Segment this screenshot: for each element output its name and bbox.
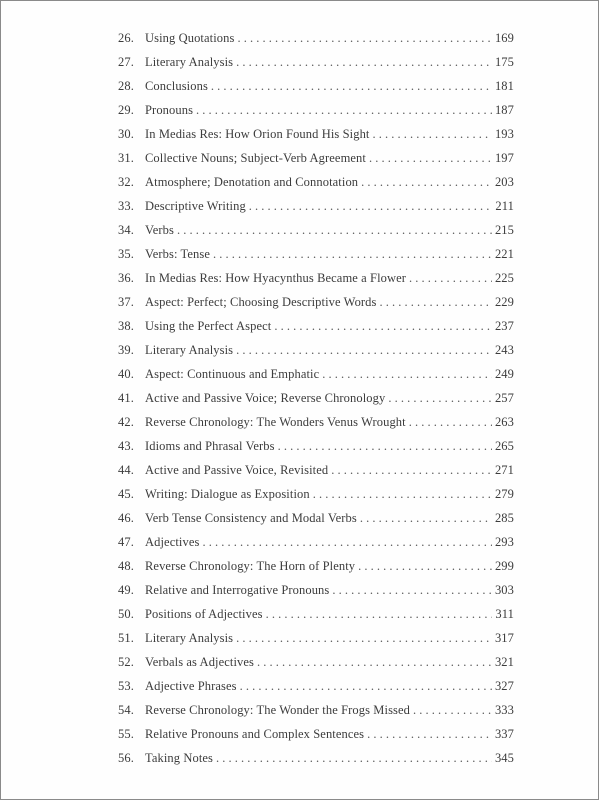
toc-entry-number: 26. (118, 30, 134, 45)
toc-entry-body (145, 55, 514, 70)
toc-entry-title: Relative and Interrogative Pronouns (145, 582, 330, 597)
toc-entry-number: 33. (118, 198, 134, 213)
toc-entry-number: 53. (118, 678, 134, 693)
toc-entry (1, 122, 598, 146)
toc-entry-number: 48. (118, 558, 134, 573)
toc-entry-page-number: 221 (494, 246, 514, 261)
toc-entry-number: 37. (118, 294, 134, 309)
toc-entry-body (145, 367, 514, 382)
dot-leader (257, 655, 492, 670)
dot-leader (196, 103, 492, 118)
toc-entry-number: 42. (118, 414, 134, 429)
toc-entry-number: 35. (118, 246, 134, 261)
toc-entry-title: Positions of Adjectives (145, 606, 263, 621)
toc-entry-page-number: 243 (494, 342, 514, 357)
toc-entry-body (145, 487, 514, 502)
toc-entry-number: 44. (118, 462, 134, 477)
toc-entry-body (145, 127, 514, 142)
toc-entry-title: Reverse Chronology: The Wonder the Frogs Missed (145, 702, 411, 717)
toc-entry-title: Adjective Phrases (145, 678, 237, 693)
dot-leader (274, 319, 492, 334)
toc-entry-title: Pronouns (145, 102, 194, 117)
toc-entry-title: Verb Tense Consistency and Modal Verbs (145, 510, 357, 525)
toc-entry (1, 266, 598, 290)
toc-entry-page-number: 237 (494, 318, 514, 333)
toc-entry-body (145, 415, 514, 430)
toc-entry-page-number: 175 (494, 54, 514, 69)
table-of-contents (1, 26, 598, 770)
toc-entry-number: 41. (118, 390, 134, 405)
toc-entry-page-number: 229 (494, 294, 514, 309)
toc-entry-page-number: 327 (494, 678, 514, 693)
toc-entry-page-number: 263 (494, 414, 514, 429)
toc-entry-body (145, 103, 514, 118)
toc-entry (1, 722, 598, 746)
dot-leader (202, 535, 491, 550)
toc-entry (1, 290, 598, 314)
toc-entry-title: Collective Nouns; Subject-Verb Agreement (145, 150, 366, 165)
toc-entry-number: 52. (118, 654, 134, 669)
toc-entry-body (145, 343, 514, 358)
toc-entry-number: 34. (118, 222, 134, 237)
toc-entry (1, 650, 598, 674)
toc-entry-body (145, 247, 514, 262)
toc-entry-body (145, 295, 514, 310)
toc-entry (1, 674, 598, 698)
toc-entry-page-number: 303 (494, 582, 514, 597)
toc-entry-page-number: 321 (494, 654, 514, 669)
toc-entry-page-number: 271 (494, 462, 514, 477)
toc-entry-page-number: 181 (494, 78, 514, 93)
toc-entry-body (145, 439, 514, 454)
toc-entry (1, 362, 598, 386)
toc-entry-title: Aspect: Perfect; Choosing Descriptive Words (145, 294, 377, 309)
toc-entry (1, 242, 598, 266)
toc-entry-number: 50. (118, 606, 134, 621)
toc-entry-title: Conclusions (145, 78, 208, 93)
toc-entry (1, 506, 598, 530)
toc-entry (1, 434, 598, 458)
dot-leader (331, 463, 492, 478)
dot-leader (388, 391, 492, 406)
dot-leader (177, 223, 492, 238)
toc-entry-title: In Medias Res: How Orion Found His Sight (145, 126, 370, 141)
toc-entry-number: 45. (118, 486, 134, 501)
toc-entry-page-number: 317 (494, 630, 514, 645)
toc-entry-page-number: 345 (494, 750, 514, 765)
toc-entry-body (145, 679, 514, 694)
toc-entry (1, 98, 598, 122)
toc-entry (1, 314, 598, 338)
toc-entry-body (145, 583, 514, 598)
toc-entry (1, 698, 598, 722)
toc-entry-number: 49. (118, 582, 134, 597)
toc-entry-page-number: 279 (494, 486, 514, 501)
dot-leader (360, 511, 492, 526)
dot-leader (380, 295, 492, 310)
toc-entry-page-number: 293 (494, 534, 514, 549)
toc-entry-page-number: 257 (494, 390, 514, 405)
toc-entry-body (145, 607, 514, 622)
toc-entry-body (145, 631, 514, 646)
toc-entry-page-number: 197 (494, 150, 514, 165)
toc-entry-body (145, 199, 514, 214)
toc-entry-body (145, 151, 514, 166)
toc-entry-title: Adjectives (145, 534, 200, 549)
toc-entry-page-number: 193 (494, 126, 514, 141)
toc-entry-title: Active and Passive Voice; Reverse Chronology (145, 390, 386, 405)
toc-entry-page-number: 285 (494, 510, 514, 525)
toc-entry (1, 74, 598, 98)
toc-entry-number: 39. (118, 342, 134, 357)
dot-leader (237, 31, 491, 46)
toc-entry-title: Taking Notes (145, 750, 214, 765)
toc-entry-body (145, 223, 514, 238)
toc-entry-title: Active and Passive Voice, Revisited (145, 462, 329, 477)
toc-entry (1, 458, 598, 482)
toc-entry-title: Literary Analysis (145, 54, 234, 69)
dot-leader (266, 607, 493, 622)
toc-entry-body (145, 511, 514, 526)
dot-leader (240, 679, 492, 694)
toc-entry-title: Using the Perfect Aspect (145, 318, 272, 333)
toc-entry-number: 30. (118, 126, 134, 141)
toc-entry-title: Atmosphere; Denotation and Connotation (145, 174, 359, 189)
toc-entry-page-number: 333 (494, 702, 514, 717)
toc-entry-page-number: 203 (494, 174, 514, 189)
toc-entry (1, 338, 598, 362)
toc-entry (1, 218, 598, 242)
toc-entry-title: Aspect: Continuous and Emphatic (145, 366, 320, 381)
dot-leader (236, 55, 492, 70)
toc-entry-title: Using Quotations (145, 30, 235, 45)
toc-entry-number: 56. (118, 750, 134, 765)
toc-entry-title: Literary Analysis (145, 630, 234, 645)
dot-leader (373, 127, 492, 142)
toc-entry (1, 530, 598, 554)
toc-entry-number: 47. (118, 534, 134, 549)
toc-entry-title: Writing: Dialogue as Exposition (145, 486, 310, 501)
toc-entry-body (145, 175, 514, 190)
toc-entry-title: Reverse Chronology: The Horn of Plenty (145, 558, 356, 573)
toc-entry-title: Relative Pronouns and Complex Sentences (145, 726, 365, 741)
toc-entry-body (145, 703, 514, 718)
toc-entry-page-number: 225 (494, 270, 514, 285)
toc-entry (1, 554, 598, 578)
toc-entry-body (145, 655, 514, 670)
toc-entry-number: 54. (118, 702, 134, 717)
toc-entry-number: 40. (118, 366, 134, 381)
toc-entry-page-number: 265 (494, 438, 514, 453)
toc-entry-body (145, 727, 514, 742)
toc-entry-page-number: 299 (494, 558, 514, 573)
toc-entry-number: 32. (118, 174, 134, 189)
toc-entry-page-number: 187 (494, 102, 514, 117)
toc-entry-title: Verbs: Tense (145, 246, 211, 261)
toc-entry (1, 26, 598, 50)
toc-entry-body (145, 535, 514, 550)
dot-leader (409, 415, 492, 430)
toc-entry-page-number: 337 (494, 726, 514, 741)
dot-leader (361, 175, 492, 190)
toc-entry-number: 29. (118, 102, 134, 117)
dot-leader (236, 343, 492, 358)
toc-entry-page-number: 215 (494, 222, 514, 237)
toc-entry-page-number: 311 (495, 606, 514, 621)
toc-entry-title: Verbs (145, 222, 174, 237)
toc-entry-title: Reverse Chronology: The Wonders Venus Wrought (145, 414, 406, 429)
toc-entry-number: 27. (118, 54, 134, 69)
toc-entry (1, 482, 598, 506)
toc-entry (1, 746, 598, 770)
toc-entry-body (145, 391, 514, 406)
toc-entry (1, 170, 598, 194)
dot-leader (358, 559, 492, 574)
toc-entry-page-number: 169 (494, 30, 514, 45)
dot-leader (413, 703, 492, 718)
toc-entry-number: 31. (118, 150, 134, 165)
dot-leader (332, 583, 492, 598)
toc-entry-body (145, 79, 514, 94)
toc-entry (1, 386, 598, 410)
dot-leader (236, 631, 492, 646)
toc-entry-title: Idioms and Phrasal Verbs (145, 438, 275, 453)
toc-entry (1, 602, 598, 626)
toc-entry-body (145, 31, 514, 46)
toc-entry (1, 578, 598, 602)
dot-leader (409, 271, 492, 286)
dot-leader (216, 751, 492, 766)
toc-entry-title: Descriptive Writing (145, 198, 246, 213)
toc-entry-page-number: 249 (494, 366, 514, 381)
toc-entry (1, 50, 598, 74)
dot-leader (367, 727, 492, 742)
dot-leader (278, 439, 492, 454)
toc-entry-body (145, 319, 514, 334)
toc-entry-body (145, 271, 514, 286)
toc-entry-title: Literary Analysis (145, 342, 234, 357)
toc-entry (1, 410, 598, 434)
toc-entry (1, 194, 598, 218)
toc-entry-body (145, 559, 514, 574)
toc-entry-number: 36. (118, 270, 134, 285)
dot-leader (369, 151, 492, 166)
toc-entry-number: 38. (118, 318, 134, 333)
dot-leader (211, 79, 492, 94)
toc-entry-body (145, 751, 514, 766)
toc-entry-title: Verbals as Adjectives (145, 654, 255, 669)
dot-leader (313, 487, 492, 502)
toc-entry-page-number: 211 (495, 198, 514, 213)
toc-entry-number: 28. (118, 78, 134, 93)
dot-leader (322, 367, 492, 382)
toc-entry-number: 46. (118, 510, 134, 525)
toc-entry (1, 626, 598, 650)
dot-leader (213, 247, 492, 262)
dot-leader (249, 199, 493, 214)
toc-entry-number: 43. (118, 438, 134, 453)
toc-entry-title: In Medias Res: How Hyacynthus Became a Flower (145, 270, 407, 285)
toc-entry-number: 55. (118, 726, 134, 741)
toc-entry-number: 51. (118, 630, 134, 645)
toc-entry-body (145, 463, 514, 478)
toc-entry (1, 146, 598, 170)
